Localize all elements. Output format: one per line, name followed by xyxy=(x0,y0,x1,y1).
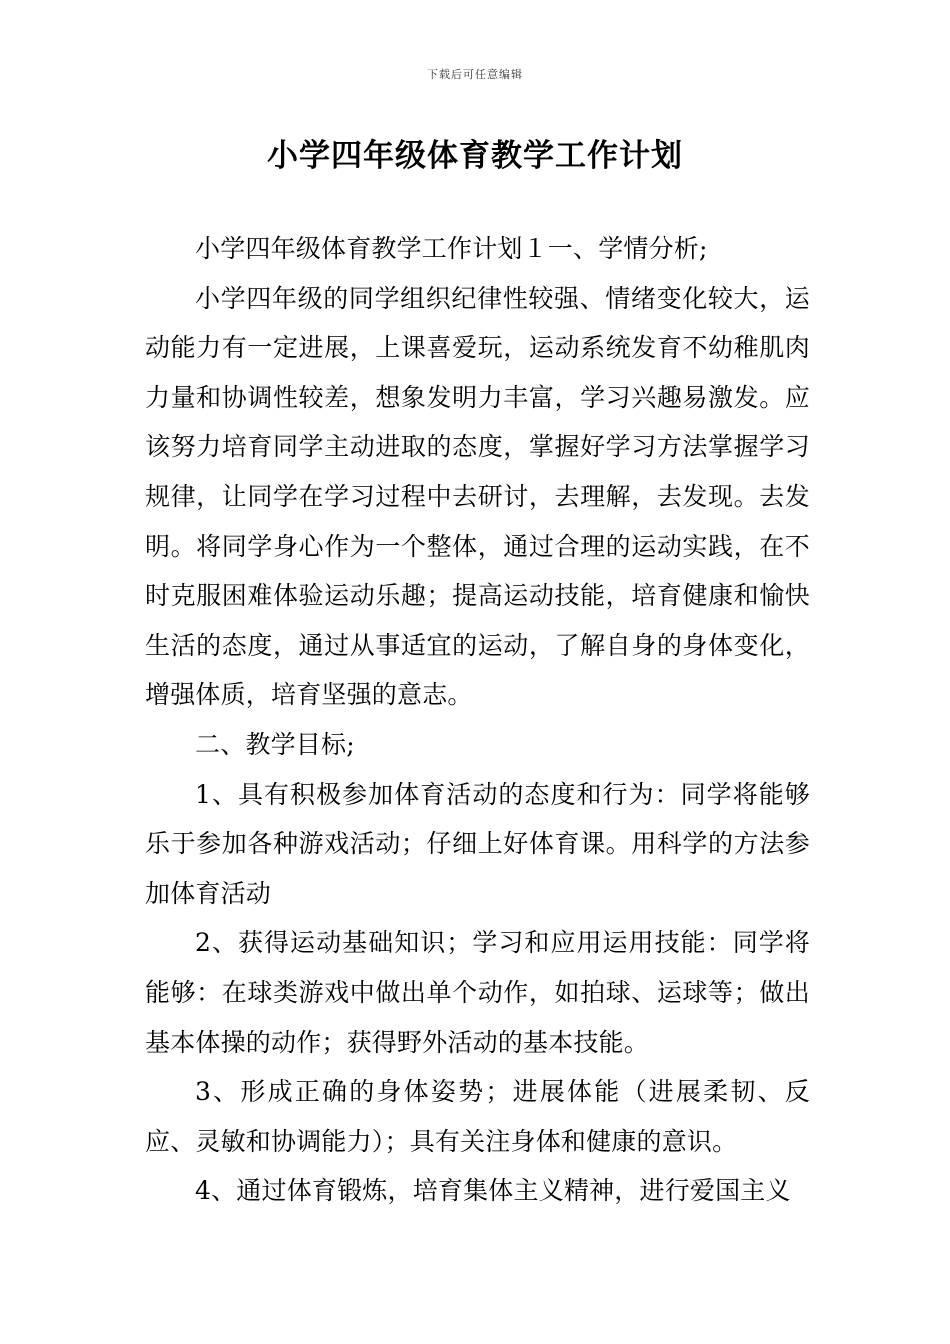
paragraph-goal-4: 4、通过体育锻炼，培育集体主义精神，进行爱国主义 xyxy=(195,1176,791,1206)
document-title: 小学四年级体育教学工作计划 xyxy=(267,138,683,174)
document-body xyxy=(145,224,810,1216)
header-note: 下载后可任意编辑 xyxy=(427,68,523,81)
paragraph-goal-3: 3、形成正确的身体姿势；进展体能（进展柔韧、反应、灵敏和协调能力）；具有关注身体和健康的意识。 xyxy=(145,1077,810,1156)
paragraph-analysis: 小学四年级的同学组织纪律性较强、情绪变化较大，运动能力有一定进展，上课喜爱玩，运动系统发育不幼稚肌肉力量和协调性较差，想象发明力丰富，学习兴趣易激发。应该努力培育同学主动进取的态度，掌握好学习方法掌握学习规律，让同学在学习过程中去研讨，去理解，去发现。去发明。将同学身心作为一个整体，通过合理的运动实践，在不时克服困难体验运动乐趣；提高运动技能，培育健康和愉快生活的态度，通过从事适宜的运动，了解自身的身体变化，增强体质，培育坚强的意志。 xyxy=(145,283,810,710)
paragraph-goal-1: 1、具有积极参加体育活动的态度和行为：同学将能够乐于参加各种游戏活动；仔细上好体育课。用科学的方法参加体育活动 xyxy=(145,779,810,908)
paragraph-goal-2: 2、获得运动基础知识；学习和应用运用技能：同学将能够：在球类游戏中做出单个动作，如拍球、运球等；做出基本体操的动作；获得野外活动的基本技能。 xyxy=(145,928,810,1057)
paragraph-intro: 小学四年级体育教学工作计划１一、学情分析; xyxy=(195,234,708,263)
paragraph-goals-heading: 二、教学目标; xyxy=(195,729,355,759)
